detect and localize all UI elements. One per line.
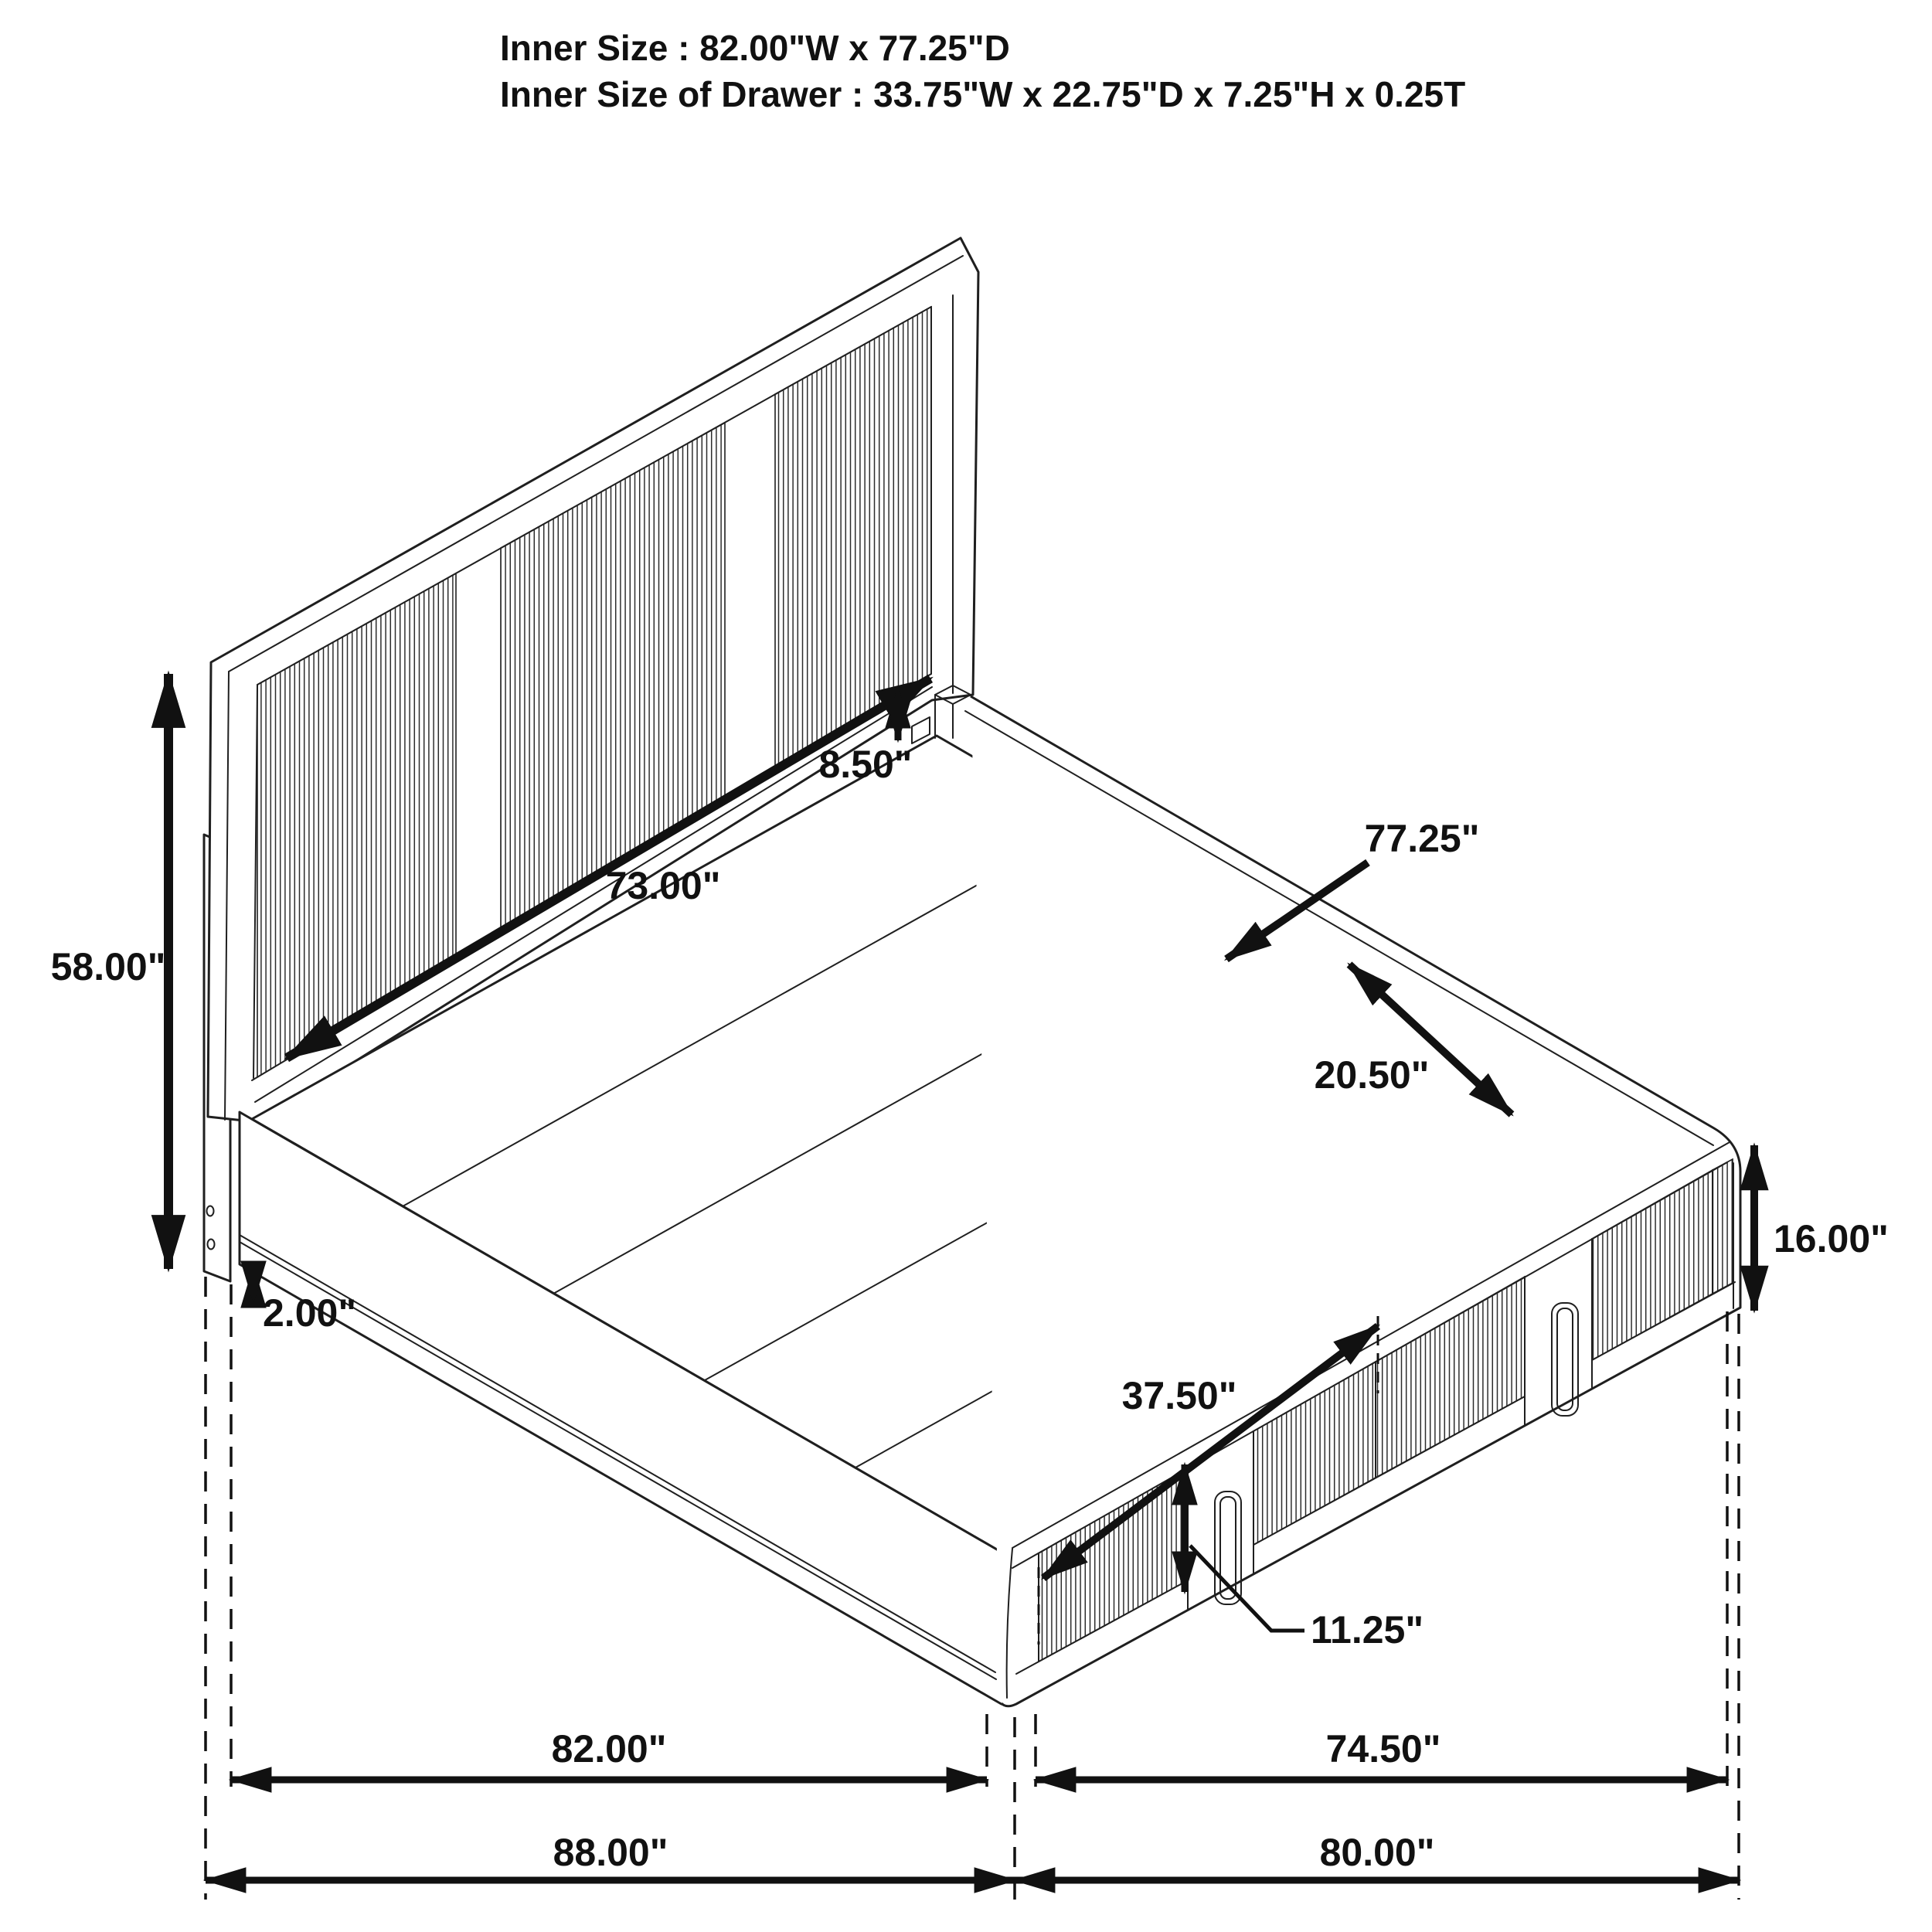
label-floor-clearance: 2.00" xyxy=(263,1291,357,1335)
label-overall-depth: 80.00" xyxy=(1319,1831,1435,1874)
label-foot-height: 16.00" xyxy=(1774,1217,1889,1260)
headboard-deck-cleat xyxy=(912,717,930,743)
header-drawer-size: Inner Size of Drawer : 33.75"W x 22.75"D x 7.25"H x 0.25T xyxy=(500,74,1466,114)
header-inner-size: Inner Size : 82.00"W x 77.25"D xyxy=(500,28,1010,68)
label-headboard-gap: 8.50" xyxy=(818,743,913,786)
label-inner-width: 82.00" xyxy=(551,1727,667,1770)
label-headboard-panel-width: 73.00" xyxy=(605,864,721,907)
drawer-front-slats xyxy=(1713,1159,1733,1294)
label-footboard-side: 74.50" xyxy=(1325,1727,1441,1770)
label-inner-depth: 77.25" xyxy=(1364,817,1480,860)
label-last-plank: 20.50" xyxy=(1314,1053,1430,1097)
label-overall-width: 88.00" xyxy=(553,1831,668,1874)
label-drawer-width: 37.50" xyxy=(1121,1374,1237,1417)
footboard-and-right-rail xyxy=(965,696,1740,1706)
label-headboard-height: 58.00" xyxy=(50,945,166,988)
label-drawer-front-height: 11.25" xyxy=(1311,1608,1424,1651)
